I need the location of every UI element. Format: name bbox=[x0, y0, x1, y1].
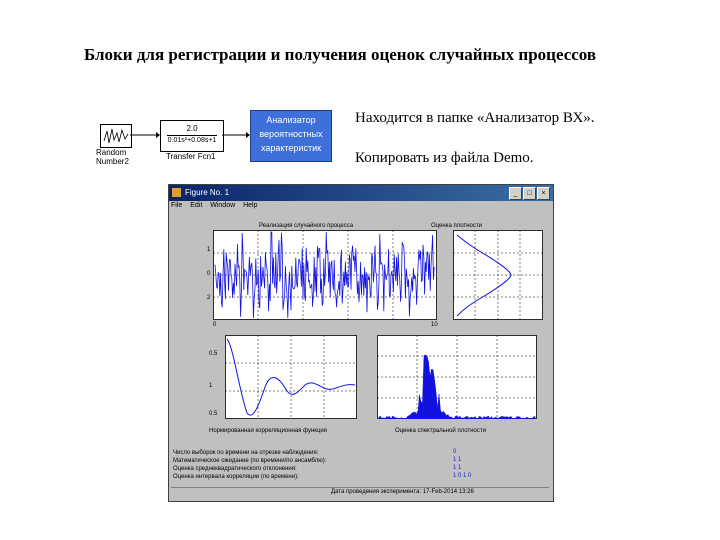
tf-caption: Transfer Fcn1 bbox=[166, 152, 216, 161]
note-folder: Находится в папке «Анализатор ВХ». bbox=[355, 110, 595, 126]
close-button[interactable]: × bbox=[537, 187, 550, 200]
plot4-xlabel: Оценка спектральной плотности bbox=[395, 428, 486, 434]
stats-value-1: 0 bbox=[453, 449, 457, 455]
menu-help[interactable]: Help bbox=[243, 202, 258, 209]
plot-density bbox=[453, 230, 543, 320]
arrow-2 bbox=[222, 102, 252, 172]
tf-numerator: 2.0 bbox=[186, 124, 198, 133]
analyzer-line-3: характеристик bbox=[260, 143, 322, 153]
simulink-diagram bbox=[96, 102, 346, 172]
tf-fraction-line bbox=[167, 135, 217, 136]
figure-icon bbox=[172, 188, 181, 197]
noise-icon bbox=[101, 125, 131, 147]
plot1-xtick-0: 0 bbox=[213, 322, 217, 328]
stats-value-4: 1 0 1 0 bbox=[453, 473, 472, 479]
note-copy: Копировать из файла Demo. bbox=[355, 150, 534, 166]
plot-correlation bbox=[225, 335, 357, 419]
stats-line-4: Оценка интервала корреляции (по времени): bbox=[173, 474, 299, 480]
stats-value-3: 1 1 bbox=[453, 465, 462, 471]
maximize-button[interactable]: □ bbox=[523, 187, 536, 200]
status-bar bbox=[171, 487, 549, 498]
slide-title: Блоки для регистрации и получения оценок случайных процессов bbox=[83, 45, 597, 64]
stats-line-3: Оценка среднеквадратического отклонения: bbox=[173, 466, 297, 472]
menu-edit[interactable]: Edit bbox=[190, 202, 203, 209]
stats-line-2: Математическое ожидание (по времени/по ансамблю): bbox=[173, 458, 327, 464]
source-label-1: Random bbox=[96, 148, 127, 157]
plot1-ytick-mid: 0 bbox=[207, 271, 211, 277]
source-label-2: Number2 bbox=[96, 157, 129, 166]
plot1-ytick-bot: 2 bbox=[207, 295, 211, 301]
transfer-fcn-block[interactable] bbox=[160, 120, 224, 152]
arrow-1 bbox=[130, 102, 160, 172]
menu-bar bbox=[171, 202, 551, 213]
analyzer-line-2: вероятностных bbox=[259, 129, 323, 139]
minimize-button[interactable]: _ bbox=[509, 187, 522, 200]
plot-signal bbox=[213, 230, 437, 320]
tf-denominator: 0.01s²+0.08s+1 bbox=[167, 137, 217, 144]
plot3-ytick-mid: 1 bbox=[209, 383, 213, 389]
status-text: Дата проведения эксперимента: 17-Feb-2014 13:26 bbox=[331, 489, 474, 495]
stats-line-1: Число выборок по времени на отрезке наблюдения: bbox=[173, 450, 319, 456]
plot1-title: Реализация случайного процесса bbox=[259, 223, 354, 229]
analyzer-block[interactable] bbox=[250, 110, 332, 162]
analyzer-line-1: Анализатор bbox=[266, 115, 316, 125]
figure-window[interactable] bbox=[168, 184, 554, 502]
plot3-ytick-top: 0.5 bbox=[209, 351, 218, 357]
window-title: Figure No. 1 bbox=[185, 188, 230, 197]
plot1-xtick-end: 10 bbox=[431, 322, 438, 328]
random-number-block[interactable] bbox=[100, 124, 132, 148]
window-titlebar[interactable] bbox=[169, 185, 553, 201]
menu-file[interactable]: File bbox=[171, 202, 183, 209]
plot3-ytick-bot: 0.5 bbox=[209, 411, 218, 417]
stats-block bbox=[173, 449, 473, 481]
plot2-title: Оценка плотности bbox=[431, 223, 482, 229]
plot-spectrum bbox=[377, 335, 537, 419]
stats-value-2: 1 1 bbox=[453, 457, 462, 463]
plot3-xlabel: Нормированная корреляционная функция bbox=[209, 428, 327, 434]
menu-window[interactable]: Window bbox=[210, 202, 236, 209]
plot1-ytick-top: 1 bbox=[207, 247, 211, 253]
